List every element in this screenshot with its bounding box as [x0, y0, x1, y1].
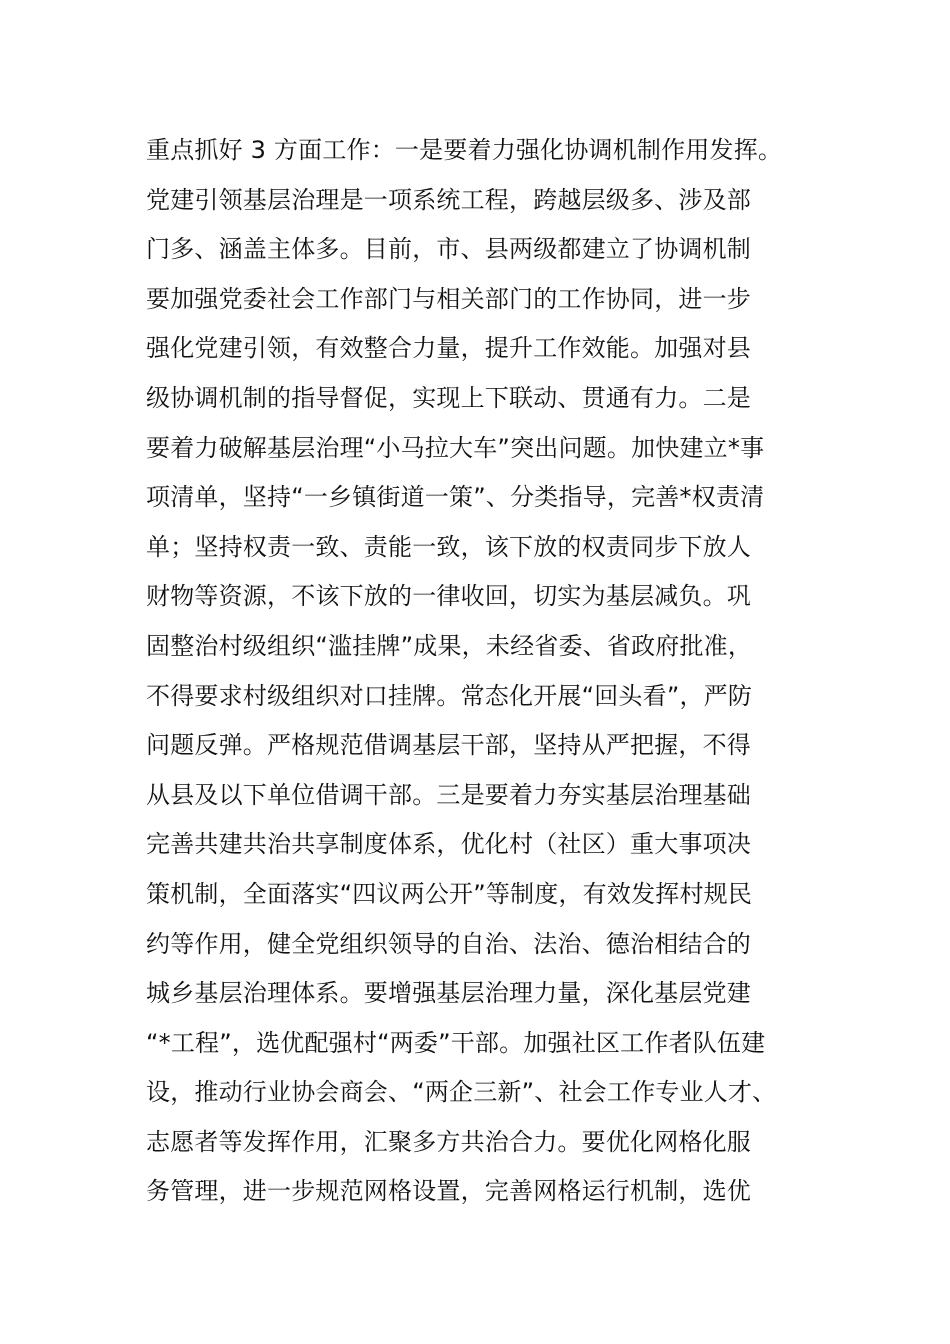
text-line: 问题反弹。严格规范借调基层干部，坚持从严把握，不得 [146, 731, 751, 760]
text-line: 强化党建引领，有效整合力量，提升工作效能。加强对县 [146, 334, 751, 363]
text-line: 务管理，进一步规范网格设置，完善网格运行机制，选优 [146, 1177, 751, 1206]
text-line: 城乡基层治理体系。要增强基层治理力量，深化基层党建 [146, 979, 751, 1008]
text-line: 完善共建共治共享制度体系，优化村（社区）重大事项决 [146, 830, 751, 859]
text-line: 约等作用，健全党组织领导的自治、法治、德治相结合的 [146, 929, 751, 958]
text-line: 党建引领基层治理是一项系统工程，跨越层级多、涉及部 [146, 185, 751, 214]
text-line: 级协调机制的指导督促，实现上下联动、贯通有力。二是 [146, 383, 751, 412]
text-line: 设，推动行业协会商会、“两企三新”、社会工作专业人才、 [146, 1078, 777, 1107]
text-line: 固整治村级组织“滥挂牌”成果，未经省委、省政府批准， [146, 631, 753, 660]
text-line: 要加强党委社会工作部门与相关部门的工作协同，进一步 [146, 284, 751, 313]
text-line: 要着力破解基层治理“小马拉大车”突出问题。加快建立*事 [146, 433, 765, 462]
text-line: “*工程”，选优配强村“两委”干部。加强社区工作者队伍建 [146, 1028, 766, 1057]
text-line: 志愿者等发挥作用，汇聚多方共治合力。要优化网格化服 [146, 1127, 751, 1156]
text-line: 不得要求村级组织对口挂牌。常态化开展“回头看”，严防 [146, 681, 753, 710]
text-line: 门多、涵盖主体多。目前，市、县两级都建立了协调机制 [146, 235, 751, 264]
text-line: 财物等资源，不该下放的一律收回，切实为基层减负。巩 [146, 582, 751, 611]
body-text [146, 126, 826, 1217]
text-line: 重点抓好 3 方面工作：一是要着力强化协调机制作用发挥。 [146, 136, 783, 164]
text-line: 从县及以下单位借调干部。三是要着力夯实基层治理基础 [146, 780, 751, 809]
text-line: 策机制，全面落实“四议两公开”等制度，有效发挥村规民 [146, 879, 753, 908]
text-line: 项清单，坚持“一乡镇街道一策”、分类指导，完善*权责清 [146, 483, 765, 512]
text-line: 单；坚持权责一致、责能一致，该下放的权责同步下放人 [146, 532, 751, 561]
